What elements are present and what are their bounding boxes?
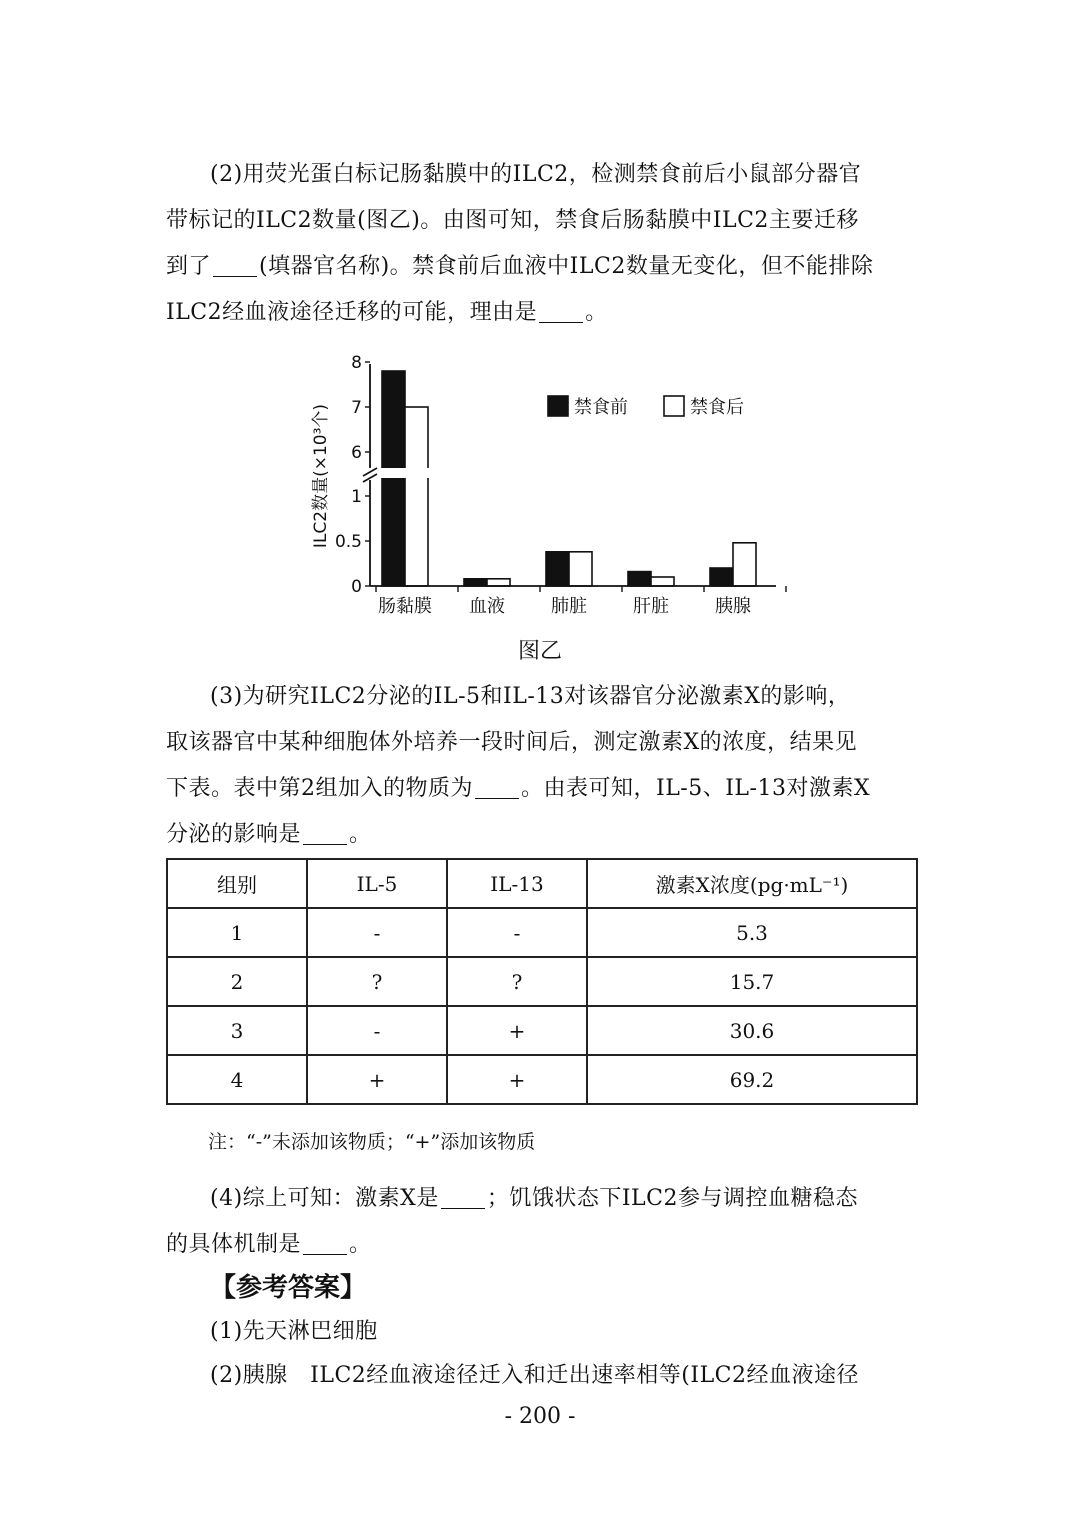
y-tick-label: 7 (351, 398, 362, 418)
table-cell: 69.2 (587, 1055, 917, 1104)
answers-heading: 【参考答案】 (210, 1273, 367, 1303)
table-cell: - (307, 908, 447, 957)
y-tick-label: 0 (351, 577, 362, 597)
figure-caption: 图乙 (517, 639, 562, 664)
y-tick-label: 6 (351, 443, 362, 463)
table-cell: 3 (167, 1006, 307, 1055)
answer-1: (1)先天淋巴细胞 (210, 1319, 378, 1344)
table-header: IL-5 (307, 859, 447, 908)
table-note: 注：“-”未添加该物质；“+”添加该物质 (208, 1131, 536, 1153)
q3-line4: 分泌的影响是 。 (166, 822, 372, 847)
table-row (167, 1055, 917, 1104)
y-axis-label: ILC2数量(×10³个) (311, 403, 331, 549)
axis-break-mark (363, 468, 377, 482)
q3-line1: (3)为研究ILC2分泌的IL-5和IL-13对该器官分泌激素X的影响， (210, 684, 851, 709)
y-tick-label: 0.5 (334, 532, 362, 552)
bar-before-fasting (710, 568, 733, 586)
table-row (167, 908, 917, 957)
table-cell: ? (307, 957, 447, 1006)
table-cell: + (307, 1055, 447, 1104)
table-cell: ? (447, 957, 587, 1006)
bar-after-fasting (651, 577, 674, 586)
legend-label: 禁食后 (690, 397, 744, 418)
x-tick-label: 肺脏 (551, 596, 587, 617)
table-cell: 4 (167, 1055, 307, 1104)
bar-after-fasting (569, 552, 592, 586)
table-cell: + (447, 1006, 587, 1055)
page-number: - 200 - (504, 1404, 576, 1429)
answer-blank[interactable] (475, 776, 519, 799)
bar-after-fasting (405, 407, 428, 586)
results-table (166, 858, 918, 1105)
answer-2: (2)胰腺 ILC2经血液途径迁入和迁出速率相等(ILC2经血液途径 (210, 1363, 860, 1388)
bar-before-fasting (464, 579, 487, 586)
table-cell: + (447, 1055, 587, 1104)
q2-line3: 到了 (填器官名称)。禁食前后血液中ILC2数量无变化，但不能排除 (166, 254, 874, 279)
table-cell: 1 (167, 908, 307, 957)
answer-blank[interactable] (213, 254, 257, 277)
y-tick-label: 1 (351, 487, 362, 507)
table-row (167, 1006, 917, 1055)
table-header-row (167, 859, 917, 908)
q2-line1: (2)用荧光蛋白标记肠黏膜中的ILC2，检测禁食前后小鼠部分器官 (210, 162, 862, 187)
bar-before-fasting (382, 371, 405, 586)
answer-blank[interactable] (303, 1232, 347, 1255)
axis-break-gap (378, 468, 434, 478)
x-tick-label: 肠黏膜 (378, 596, 432, 617)
q2-line4: ILC2经血液途径迁移的可能，理由是 。 (166, 300, 608, 325)
table-cell: 2 (167, 957, 307, 1006)
answer-blank[interactable] (303, 822, 347, 845)
q3-line3: 下表。表中第2组加入的物质为 。由表可知，IL-5、IL-13对激素X (166, 776, 871, 801)
table-cell: 15.7 (587, 957, 917, 1006)
q4-line1: (4)综上可知：激素X是 ；饥饿状态下ILC2参与调控血糖稳态 (210, 1186, 858, 1211)
x-tick-label: 胰腺 (715, 596, 751, 617)
bar-after-fasting (733, 543, 756, 586)
bar-chart (300, 348, 790, 628)
q2-line2: 带标记的ILC2数量(图乙)。由图可知，禁食后肠黏膜中ILC2主要迁移 (166, 208, 859, 233)
table-header: 激素X浓度(pg·mL⁻¹) (587, 859, 917, 908)
answer-blank[interactable] (539, 300, 583, 323)
question-4 (166, 1176, 918, 1268)
x-tick-label: 血液 (469, 596, 505, 617)
q4-line2: 的具体机制是 。 (166, 1232, 372, 1257)
table-cell: - (447, 908, 587, 957)
table-header: 组别 (167, 859, 307, 908)
legend-swatch (664, 396, 684, 416)
q3-line2: 取该器官中某种细胞体外培养一段时间后，测定激素X的浓度，结果见 (166, 730, 858, 755)
table-cell: 5.3 (587, 908, 917, 957)
y-tick-label: 8 (351, 353, 362, 373)
table-cell: 30.6 (587, 1006, 917, 1055)
bar-before-fasting (546, 552, 569, 586)
legend-swatch (548, 396, 568, 416)
table-cell: - (307, 1006, 447, 1055)
question-3 (166, 674, 918, 858)
table-row (167, 957, 917, 1006)
legend-label: 禁食前 (574, 397, 628, 418)
table-header: IL-13 (447, 859, 587, 908)
question-2 (166, 152, 918, 336)
bar-before-fasting (628, 572, 651, 586)
bar-after-fasting (487, 579, 510, 586)
answer-blank[interactable] (441, 1186, 485, 1209)
x-tick-label: 肝脏 (633, 596, 669, 617)
